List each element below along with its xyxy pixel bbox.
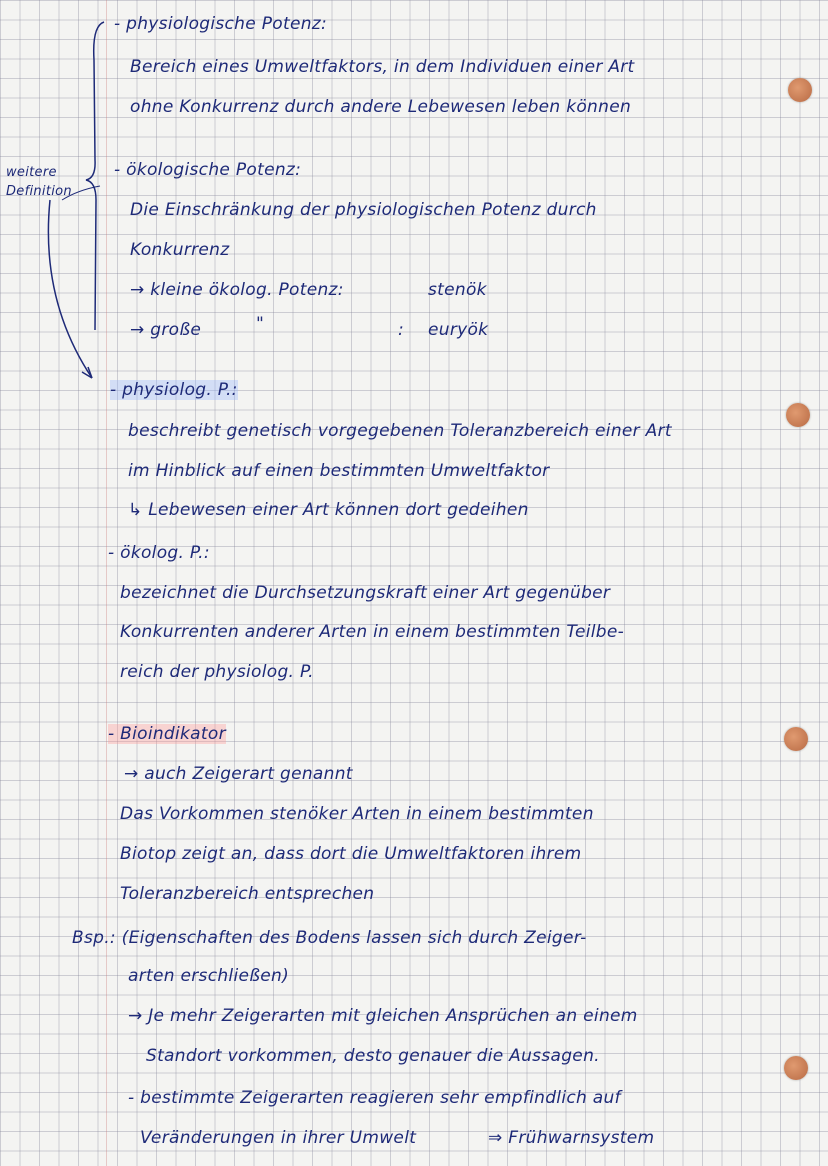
text-line: beschreibt genetisch vorgegebenen Toleranzbereich einer Art — [128, 421, 672, 441]
text-line: Toleranzbereich entsprechen — [120, 884, 375, 904]
text-line: ↳ Lebewesen einer Art können dort gedeihen — [128, 500, 529, 520]
heading-physiological-potency: - physiologische Potenz: — [114, 14, 328, 34]
text-line: Veränderungen in ihrer Umwelt — [140, 1128, 417, 1148]
text-line: → auch Zeigerart genannt — [124, 764, 353, 784]
text-line: Konkurrenten anderer Arten in einem bestimmten Teilbe- — [120, 622, 625, 642]
text-line: bezeichnet die Durchsetzungskraft einer Art gegenüber — [120, 583, 611, 603]
text-line: Bereich eines Umweltfaktors, in dem Individuen einer Art — [130, 57, 635, 77]
text-line: - bestimmte Zeigerarten reagieren sehr empfindlich auf — [128, 1088, 621, 1108]
text-line: Konkurrenz — [130, 240, 230, 260]
text-line: → kleine ökolog. Potenz: — [130, 280, 344, 300]
text-line: ⇒ Frühwarnsystem — [488, 1128, 655, 1148]
side-note-line1: weitere — [6, 165, 57, 180]
text-line: Biotop zeigt an, dass dort die Umweltfaktoren ihrem — [120, 844, 582, 864]
heading-bioindicator: - Bioindikator — [108, 724, 226, 744]
text-line: arten erschließen) — [128, 966, 290, 986]
text-line: Die Einschränkung der physiologischen Potenz durch — [130, 200, 597, 220]
text-line: → große — [130, 320, 202, 340]
heading-ecological-potency: - ökologische Potenz: — [114, 160, 302, 180]
text-line: → Je mehr Zeigerarten mit gleichen Ansprüchen an einem — [128, 1006, 638, 1026]
ditto-mark: " — [256, 314, 265, 334]
text-line: stenök — [428, 280, 487, 300]
text-line: im Hinblick auf einen bestimmten Umweltfaktor — [128, 461, 550, 481]
text-line: Das Vorkommen stenöker Arten in einem bestimmten — [120, 804, 594, 824]
colon: : — [398, 320, 405, 340]
text-line: ohne Konkurrenz durch andere Lebewesen leben können — [130, 97, 632, 117]
heading-physiolog-p: - physiolog. P.: — [110, 380, 238, 400]
text-line: Standort vorkommen, desto genauer die Aussagen. — [146, 1046, 600, 1066]
text-line: euryök — [428, 320, 489, 340]
side-note-line2: Definition — [6, 184, 72, 199]
example-line: Bsp.: (Eigenschaften des Bodens lassen sich durch Zeiger- — [72, 928, 587, 948]
text-line: reich der physiolog. P. — [120, 662, 314, 682]
heading-okolog-p: - ökolog. P.: — [108, 543, 210, 563]
